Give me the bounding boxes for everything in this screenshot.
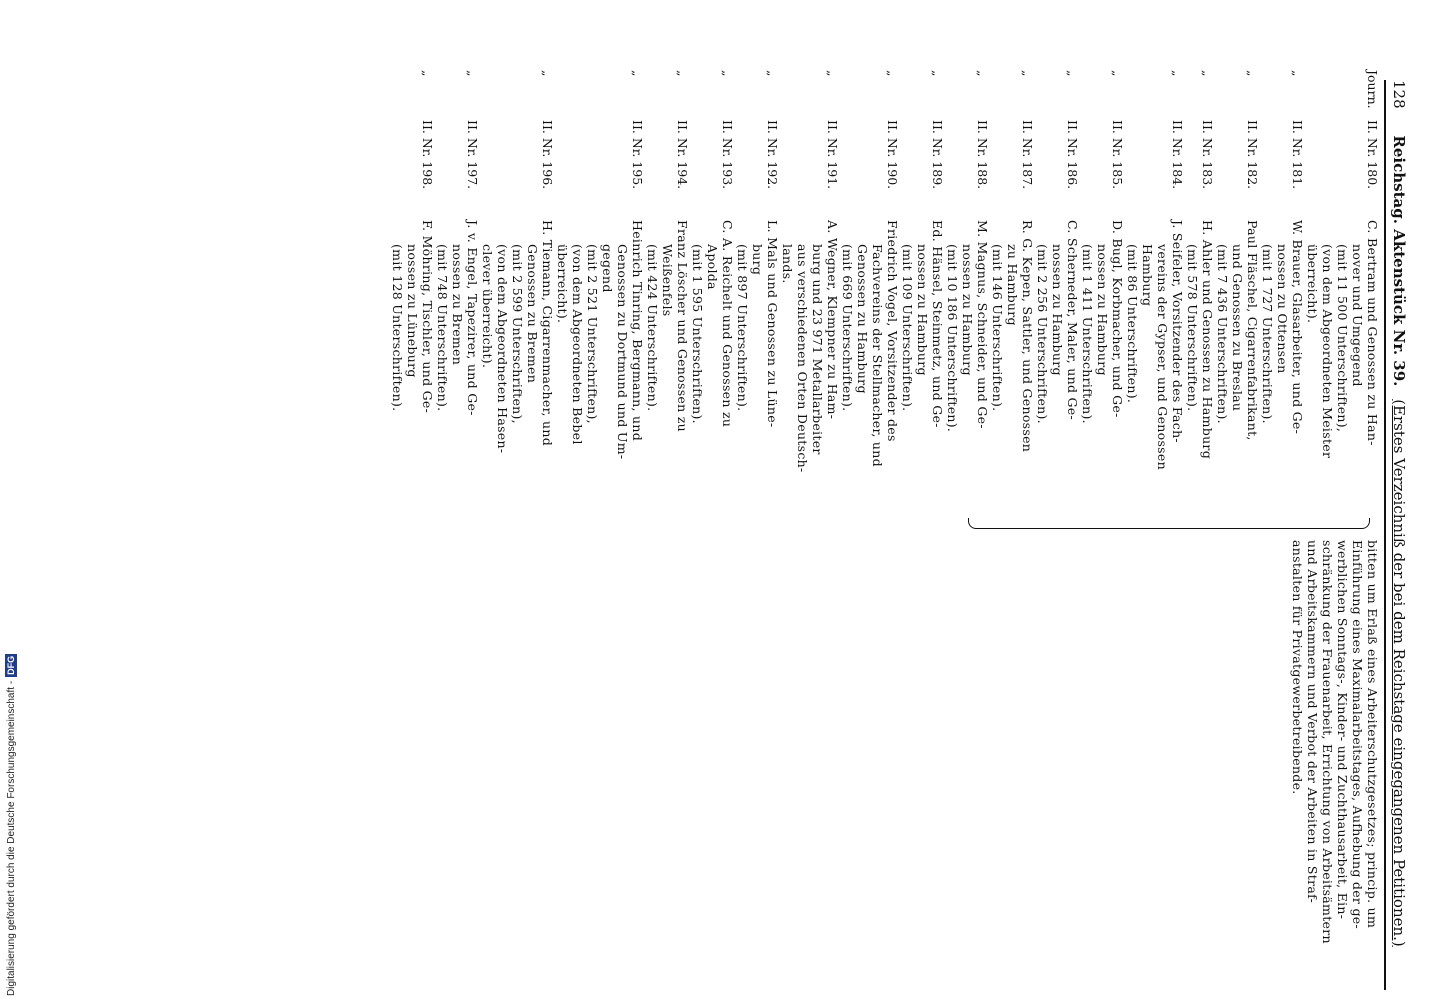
entry-line: zu Hamburg [1005,244,1020,326]
petition-remark [1290,540,1380,980]
grouping-brace [968,518,1370,529]
entry-text [1080,220,1125,510]
entry-reference: II. Nr. 192. [765,120,780,190]
entry-reference: II. Nr. 193. [720,120,735,190]
entry-line: Friedrich Vogel, Vorsitzender des [885,220,900,442]
entry-line: (mit 2 256 Unterschriften). [1035,244,1050,424]
entry-line: (mit 146 Unterschriften). [990,244,1005,412]
entry-line: H. Tiemann, Cigarrenmacher, und [540,220,555,447]
entry-reference: II. Nr. 183. [1200,120,1215,190]
entry-text [945,220,990,510]
entry-journal: „ [1020,70,1035,77]
entry-reference: II. Nr. 188. [975,120,990,190]
entry-line: (mit 2 599 Unterschriften), [510,244,525,424]
petition-entry [780,70,840,530]
entry-line: nossen zu Hamburg [1050,244,1065,376]
entry-line: Heinrich Tinring, Bergmann, und [630,220,645,442]
entry-journal: „ [675,70,690,77]
entry-text [435,220,480,510]
entry-line: nossen zu Lüneburg [405,244,420,378]
entry-journal: „ [720,70,735,77]
entry-journal: „ [975,70,990,77]
entry-line: vereins der Gypser, und Genossen [1155,244,1170,470]
digitization-note [4,636,20,996]
entry-line: Fachvereins der Stellmacher, und [870,244,885,467]
entry-line: Genossen zu Bremen [525,244,540,384]
entry-journal: „ [1245,70,1260,77]
header-rule [1384,80,1386,990]
petition-entry [1260,70,1305,530]
petition-entry [1125,70,1185,530]
entry-line: M. Magnus, Schneider, und Ge- [975,220,990,429]
entry-text [690,220,735,510]
remark-line: anstalten für Privatgewerbetreibende. [1290,540,1305,795]
entry-reference: II. Nr. 187. [1020,120,1035,190]
petition-entry [645,70,690,530]
entry-line: nossen zu Hamburg [1095,244,1110,376]
page-subtitle: (Erstes Verzeichniß der bei dem Reichstage eingegangenen Petitionen.) [1390,399,1408,947]
petition-entry [1305,70,1380,530]
entry-line: H. Ahler und Genossen zu Hamburg [1200,220,1215,460]
entry-line: D. Bugl, Korbmacher, und Ge- [1110,220,1125,418]
entry-journal: „ [630,70,645,77]
entry-line: Ed. Hänsel, Steinmetz, und Ge- [930,220,945,428]
entry-text [840,220,900,510]
entry-text [780,220,840,510]
entry-line: clever überreicht). [480,244,495,369]
entry-text [735,220,780,510]
entry-line: (mit 748 Unterschriften). [435,244,450,412]
entry-journal: „ [1065,70,1080,77]
petition-entry [1080,70,1125,530]
petition-entry [1035,70,1080,530]
petition-entry [390,70,435,530]
entry-journal: „ [1290,70,1305,77]
entry-reference: II. Nr. 195. [630,120,645,190]
entry-text [645,220,690,510]
entry-line: (mit 897 Unterschriften). [735,244,750,412]
entry-journal: „ [420,70,435,77]
entry-line: J. Seifeler, Vorsitzender des Fach- [1170,220,1185,443]
scanned-page [120,70,1410,1000]
entry-journal: „ [540,70,555,77]
entry-text [1215,220,1260,510]
page-header [1388,80,1410,990]
entry-text [390,220,435,510]
entry-line: (mit 2 521 Unterschriften), [585,244,600,424]
entry-reference: II. Nr. 184. [1170,120,1185,190]
entry-line: nossen zu Bremen [450,244,465,366]
entry-text [480,220,555,510]
entry-line: (mit 1 411 Unterschriften). [1080,244,1095,424]
entry-text [990,220,1035,510]
entry-line: (mit 86 Unterschriften). [1125,244,1140,404]
entry-reference: II. Nr. 190. [885,120,900,190]
entry-line: Genossen zu Dortmund und Um- [615,244,630,460]
entry-line: C. Bertram und Genossen zu Han- [1365,220,1380,446]
entry-reference: II. Nr. 182. [1245,120,1260,190]
entry-line: aus verschiedenen Orten Deutsch- [795,244,810,473]
petition-entry [480,70,555,530]
entry-reference: II. Nr. 186. [1065,120,1080,190]
entry-journal: „ [885,70,900,77]
petition-entry [945,70,990,530]
entry-line: (mit 669 Unterschriften). [840,244,855,412]
digitization-text: Digitalisierung gefördert durch die Deutsche Forschungsgemeinschaft - [6,680,17,996]
entry-line: Paul Fläschel, Cigarrenfabrikant, [1245,220,1260,441]
entry-line: W. Brauer, Glasarbeiter, und Ge- [1290,220,1305,435]
petition-entry [990,70,1035,530]
entry-line: Weißenfels [660,244,675,317]
entry-line: (mit 424 Unterschriften). [645,244,660,412]
entry-line: C. A. Reichelt und Genossen zu [720,220,735,428]
entry-reference: II. Nr. 196. [540,120,555,190]
entry-text [555,220,645,510]
entry-line: C. Scherneder, Maler, und Ge- [1065,220,1080,421]
petition-entry [1215,70,1260,530]
entry-text [1035,220,1080,510]
page-title: Reichstag. Aktenstück Nr. 39. [1390,135,1408,387]
entry-line: F. Möhring, Tischler, und Ge- [420,220,435,414]
entry-line: nossen zu Hamburg [915,244,930,376]
remark-line: und Arbeitskammern und Verbot der Arbeiten in Straf- [1305,540,1320,904]
remark-line: Einführung eines Maximalarbeitstages, Aufhebung der ge- [1350,540,1365,929]
petition-entry [735,70,780,530]
entry-line: L. Mals und Genossen zu Lüne- [765,220,780,428]
entry-line: (mit 1 595 Unterschriften). [690,244,705,424]
entry-line: burg [750,244,765,276]
entry-line: nover und Umgegend [1350,244,1365,387]
petition-list [390,70,1380,530]
entry-text [1260,220,1305,510]
entry-reference: II. Nr. 197. [465,120,480,190]
entry-journal: „ [1200,70,1215,77]
entry-line: (mit 11 500 Unterschriften), [1335,244,1350,433]
entry-journal: Journ. [1365,70,1380,109]
entry-line: (von dem Abgeordneten Bebel [570,244,585,445]
entry-text [1185,220,1215,510]
entry-reference: II. Nr. 191. [825,120,840,190]
entry-reference: II. Nr. 198. [420,120,435,190]
entry-line: (mit 10 186 Unterschriften). [945,244,960,433]
entry-journal: „ [765,70,780,77]
entry-line: Apolda [705,244,720,290]
entry-line: gegend [600,244,615,293]
dfg-logo: DFG [6,655,17,675]
entry-text [1125,220,1185,510]
entry-line: Franz Löscher und Genossen zu [675,220,690,432]
entry-text [900,220,945,510]
remark-line: werblichen Sonntags-, Kinder- und Zuchthausarbeit, Ein- [1335,540,1350,920]
entry-line: Genossen zu Hamburg [855,244,870,394]
entry-reference: II. Nr. 180. [1365,120,1380,190]
entry-line: (mit 128 Unterschriften). [390,244,405,412]
petition-entry [690,70,735,530]
petition-entry [435,70,480,530]
entry-reference: II. Nr. 181. [1290,120,1305,190]
entry-line: A. Wegner, Klempner zu Ham- [825,220,840,420]
entry-reference: II. Nr. 189. [930,120,945,190]
page-number: 128 [1390,80,1408,109]
petition-entry [1185,70,1215,530]
entry-journal: „ [930,70,945,77]
remark-line: schränkung der Frauenarbeit, Errichtung von Arbeitsämtern [1320,540,1335,944]
petition-entry [900,70,945,530]
entry-line: (mit 1 727 Unterschriften). [1260,244,1275,424]
entry-line: überreicht). [1305,244,1320,324]
entry-line: (von dem Abgeordneten Hasen- [495,244,510,454]
entry-line: (mit 109 Unterschriften). [900,244,915,412]
entry-line: (von dem Abgeordneten Meister [1320,244,1335,459]
entry-reference: II. Nr. 185. [1110,120,1125,190]
remark-line: bitten um Erlaß eines Arbeiterschutzgesetzes; princip. um [1365,540,1380,929]
entry-line: überreicht). [555,244,570,324]
entry-line: (mit 578 Unterschriften). [1185,244,1200,412]
entry-journal: „ [465,70,480,77]
entry-line: R. G. Kepen, Sattler, und Genossen [1020,220,1035,453]
entry-line: burg und 23 971 Metallarbeiter [810,244,825,455]
entry-reference: II. Nr. 194. [675,120,690,190]
entry-line: und Genossen zu Breslau [1230,244,1245,412]
entry-line: nossen zu Ottensen [1275,244,1290,374]
entry-journal: „ [1170,70,1185,77]
entry-text [1305,220,1380,510]
entry-line: J. v. Engel, Tapezirer, und Ge- [465,220,480,416]
entry-journal: „ [825,70,840,77]
entry-line: nossen zu Hamburg [960,244,975,376]
petition-entry [840,70,900,530]
entry-line: (mit 7 436 Unterschriften). [1215,244,1230,424]
entry-journal: „ [1110,70,1125,77]
entry-line: lands. [780,244,795,284]
entry-line: Hamburg [1140,244,1155,307]
petition-entry [555,70,645,530]
